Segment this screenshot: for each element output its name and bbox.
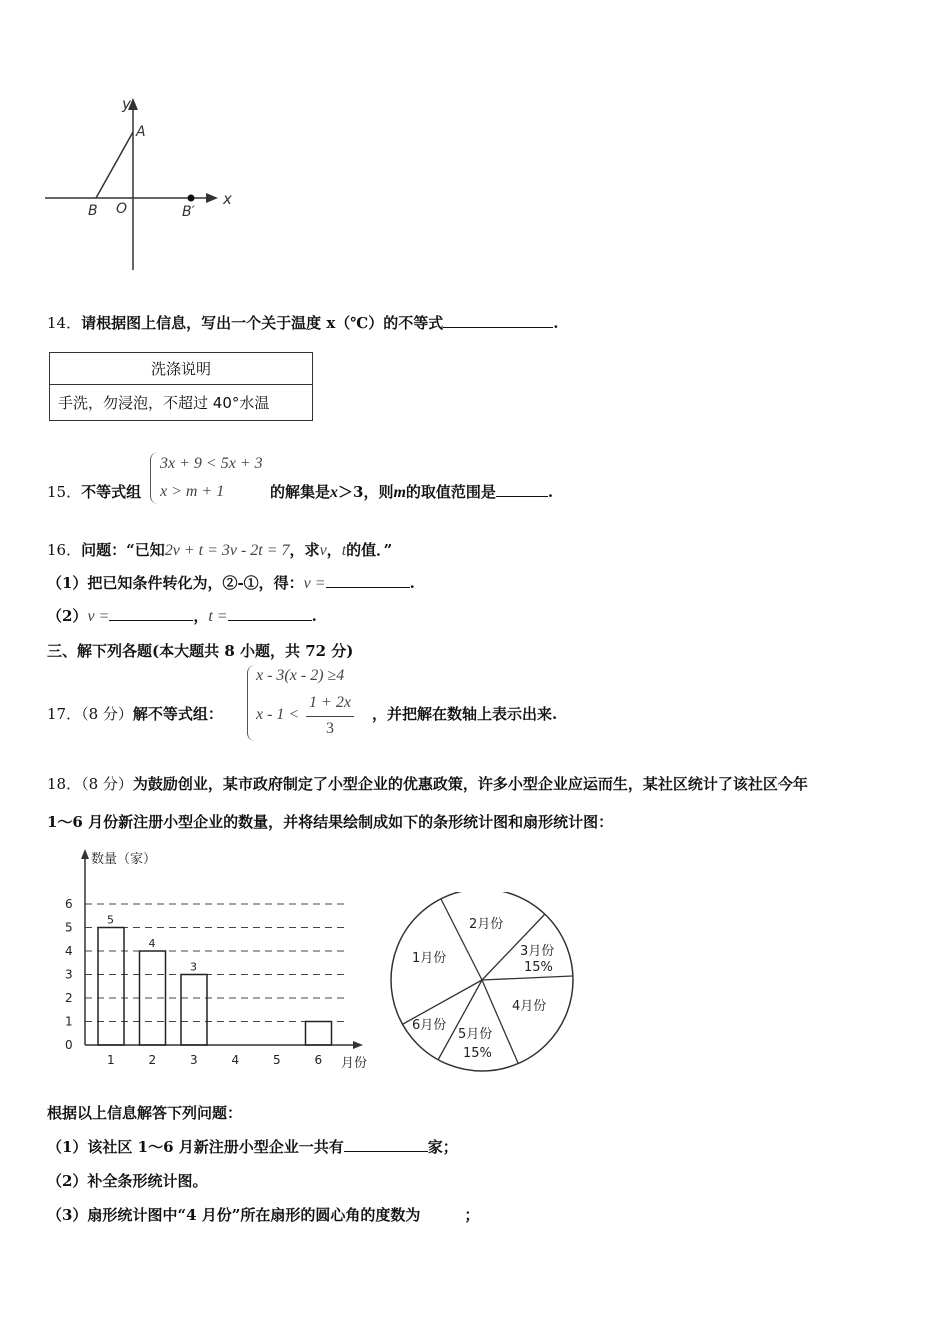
q17-frac-num: 1 + 2x: [309, 694, 351, 711]
section-3-title: 三、解下列各题(本大题共 8 小题，共 72 分): [47, 642, 354, 660]
bar-value-label-1: 5: [107, 913, 114, 927]
bar-y-axis-arrow: [81, 849, 89, 859]
point-b-prime-label: B′: [182, 204, 195, 220]
origin-label: O: [116, 201, 128, 217]
bar-x-axis-label: 月份: [341, 1056, 368, 1071]
q18-1-text: （1）该社区 1～6 月新注册小型企业一共有: [47, 1138, 344, 1156]
x-tick-label-2: 2: [148, 1053, 157, 1067]
y-tick-label-1: 1: [65, 1014, 73, 1029]
q17-frac-line: [306, 716, 354, 717]
bar-value-label-3: 3: [190, 960, 197, 974]
q14-end: .: [553, 314, 559, 332]
q15-suffix-c: 的取值范围是: [405, 483, 496, 501]
q17-prefix: 解不等式组：: [132, 705, 223, 723]
pie-label-month-6: 6月份: [412, 1018, 447, 1033]
q16-equation: 2v + t = 3v - 2t = 7: [164, 542, 290, 559]
q15-end: .: [547, 483, 554, 501]
q15-var-m: m: [393, 484, 406, 501]
y-tick-label-6: 6: [65, 897, 73, 911]
q15-system-brace: [150, 452, 159, 504]
q16-suffix: 的值．”: [346, 541, 393, 559]
x-tick-label-3: 3: [190, 1053, 198, 1067]
q15-suffix-a: 的解集是: [270, 483, 331, 501]
bar-x-axis-arrow: [353, 1041, 363, 1049]
q15-number: 15．: [47, 483, 82, 501]
pie-chart: [385, 892, 580, 1072]
q14-answer-blank[interactable]: [443, 313, 553, 328]
q18-line-1-text: 为鼓励创业，某市政府制定了小型企业的优惠政策，许多小型企业应运而生，某社区统计了该社区今年: [132, 775, 808, 793]
question-15: [47, 481, 141, 502]
question-16-part-1: [47, 572, 415, 593]
coordinate-figure: [40, 92, 250, 277]
question-18-part-3: [47, 1204, 479, 1225]
q18-1-end: 家；: [427, 1138, 458, 1156]
x-axis-label: x: [223, 190, 232, 208]
q15-prefix: 不等式组: [81, 483, 142, 501]
y-tick-label-3: 3: [65, 967, 73, 982]
pie-percent-month-5: 15%: [463, 1046, 492, 1061]
q16-2-sep: ，: [193, 607, 209, 625]
q14-number: 14．: [47, 314, 82, 332]
point-a-label: A: [136, 124, 146, 140]
q14-text: 请根据图上信息，写出一个关于温度 x（℃）的不等式: [81, 314, 444, 332]
question-18-part-1: [47, 1136, 458, 1157]
q16-number: 16．: [47, 541, 82, 559]
q16-2-var-t: t =: [208, 608, 228, 625]
bar-value-label-2: 4: [148, 937, 156, 950]
q16-2-label: （2）: [47, 607, 88, 625]
q18-score: （8 分）: [81, 775, 133, 793]
bar-chart: [55, 845, 375, 1075]
q17-score: （8 分）: [81, 705, 133, 723]
q16-var-v: v: [319, 542, 327, 559]
y-axis-label: y: [122, 95, 131, 113]
q17-number: 17．: [47, 705, 82, 723]
washing-instructions-table: [49, 352, 313, 421]
q16-mid: ，求: [289, 541, 320, 559]
q17-suffix: ，并把解在数轴上表示出来.: [372, 705, 558, 723]
pie-label-month-1: 1月份: [412, 951, 447, 966]
q18-3-end: ；: [464, 1206, 480, 1224]
q15-line-1: 3x + 9 < 5x + 3: [160, 455, 263, 472]
q16-prefix: 问题：“已知: [81, 541, 165, 559]
bar-month-3: [181, 975, 207, 1046]
wash-table-content: 手洗，勿浸泡，不超过 40°水温: [50, 385, 313, 421]
y-tick-label-5: 5: [65, 920, 73, 935]
pie-label-month-5: 5月份: [458, 1027, 493, 1042]
question-18-part-2: （2）补全条形统计图。: [47, 1172, 208, 1190]
x-axis-arrow: [206, 193, 218, 203]
bar-y-axis-label: 数量（家）: [91, 852, 157, 867]
pie-label-month-3: 3月份: [520, 944, 555, 959]
q18-number: 18．: [47, 775, 82, 793]
y-tick-label-2: 2: [65, 991, 73, 1005]
pie-label-month-2: 2月份: [469, 917, 504, 932]
q16-1-answer-blank[interactable]: [326, 573, 410, 588]
q18-3-text: （3）扇形统计图中“4 月份”所在扇形的圆心角的度数为: [47, 1206, 421, 1224]
point-b-prime-dot: [188, 195, 195, 202]
q15-line-2: x > m + 1: [160, 483, 225, 500]
x-tick-label-1: 1: [107, 1053, 115, 1067]
q15-answer-blank[interactable]: [496, 482, 548, 497]
q15-suffix: [270, 481, 553, 502]
pie-label-month-4: 4月份: [512, 999, 547, 1014]
y-tick-label-0: 0: [65, 1038, 73, 1052]
bar-month-6: [306, 1022, 332, 1046]
question-14: [47, 312, 558, 333]
question-16-part-2: [47, 605, 317, 626]
q17-line-1: x - 3(x - 2) ≥4: [256, 667, 345, 684]
q16-1-label: （1）把已知条件转化为，②-①，得：: [47, 574, 304, 592]
x-tick-label-6: 6: [314, 1053, 323, 1067]
question-18-line-2: 1～6 月份新注册小型企业的数量，并将结果绘制成如下的条形统计图和扇形统计图：: [47, 813, 614, 831]
q16-2-v-blank[interactable]: [109, 606, 193, 621]
q16-sep: ，: [326, 541, 342, 559]
q16-1-var: v =: [303, 575, 326, 592]
q17-frac-den: 3: [326, 720, 334, 737]
questions-intro: 根据以上信息解答下列问题：: [47, 1104, 243, 1122]
x-tick-label-4: 4: [231, 1053, 240, 1067]
q17-line-2-left: x - 1 <: [256, 706, 300, 723]
q16-1-end: .: [409, 574, 415, 592]
y-tick-label-4: 4: [65, 944, 73, 958]
point-b-label: B: [88, 203, 98, 219]
wash-table-header: 洗涤说明: [50, 353, 313, 385]
q16-2-var-v: v =: [87, 608, 110, 625]
q16-2-t-blank[interactable]: [228, 606, 312, 621]
q15-var-x: x: [330, 484, 339, 501]
q16-2-end: .: [311, 607, 317, 625]
q17-system-brace: [247, 665, 256, 741]
question-16: [47, 539, 392, 560]
q16-var-t: t: [341, 542, 347, 559]
bar-month-1: [98, 928, 124, 1046]
x-tick-label-5: 5: [273, 1053, 281, 1067]
q18-1-answer-blank[interactable]: [344, 1137, 428, 1152]
q15-suffix-b: ＞3，则: [338, 483, 394, 501]
segment-ab: [96, 132, 133, 198]
question-18-line-1: [47, 773, 808, 794]
pie-percent-month-3: 15%: [524, 960, 553, 975]
question-17: [47, 703, 223, 724]
